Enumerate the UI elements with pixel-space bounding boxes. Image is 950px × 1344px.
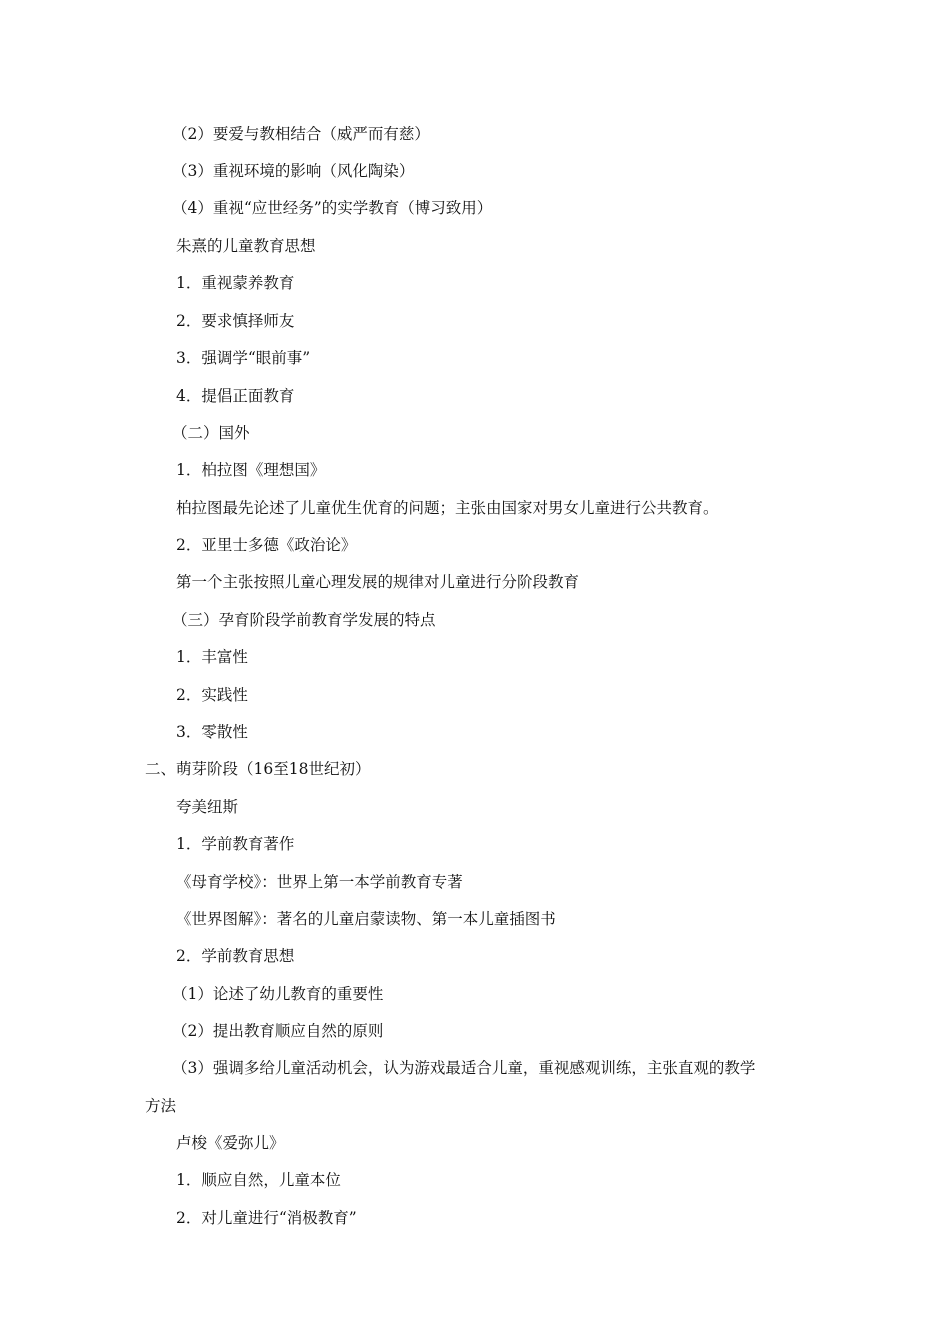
list-item: 1．学前教育著作 <box>176 835 295 853</box>
list-item: 1．重视蒙养教育 <box>176 274 295 292</box>
list-item: 4．提倡正面教育 <box>176 387 295 405</box>
list-item: （3）强调多给儿童活动机会，认为游戏最适合儿童，重视感观训练，主张直观的教学 <box>172 1059 756 1077</box>
list-item: （2）提出教育顺应自然的原则 <box>172 1022 384 1040</box>
list-item: 2．对儿童进行“消极教育” <box>176 1209 357 1227</box>
list-item: 1．丰富性 <box>176 648 248 666</box>
text-line: （4）重视“应世经务”的实学教育（博习致用） <box>172 199 493 217</box>
paragraph: 柏拉图最先论述了儿童优生优育的问题；主张由国家对男女儿童进行公共教育。 <box>176 499 719 517</box>
list-item: 1．柏拉图《理想国》 <box>176 461 326 479</box>
list-item: （1）论述了幼儿教育的重要性 <box>172 985 384 1003</box>
list-item: 2．学前教育思想 <box>176 947 295 965</box>
text-line: （2）要爱与教相结合（威严而有慈） <box>172 125 430 143</box>
paragraph-continuation: 方法 <box>145 1097 177 1115</box>
paragraph: 《母育学校》：世界上第一本学前教育专著 <box>176 873 463 891</box>
paragraph: 第一个主张按照儿童心理发展的规律对儿童进行分阶段教育 <box>176 573 580 591</box>
section-heading: 卢梭《爱弥儿》 <box>176 1134 285 1152</box>
list-item: 3．强调学“眼前事” <box>176 349 311 367</box>
text-line: （3）重视环境的影响（风化陶染） <box>172 162 415 180</box>
list-item: 2．要求慎择师友 <box>176 312 295 330</box>
section-heading: 朱熹的儿童教育思想 <box>176 237 316 255</box>
section-heading: （三）孕育阶段学前教育学发展的特点 <box>172 611 436 629</box>
chapter-heading: 二、萌芽阶段（16至18世纪初） <box>145 760 371 778</box>
section-heading: （二）国外 <box>172 424 250 442</box>
list-item: 3．零散性 <box>176 723 248 741</box>
list-item: 2．实践性 <box>176 686 248 704</box>
list-item: 2．亚里士多德《政治论》 <box>176 536 357 554</box>
paragraph: 《世界图解》：著名的儿童启蒙读物、第一本儿童插图书 <box>176 910 556 928</box>
section-heading: 夸美纽斯 <box>176 798 239 816</box>
list-item: 1．顺应自然，儿童本位 <box>176 1171 341 1189</box>
